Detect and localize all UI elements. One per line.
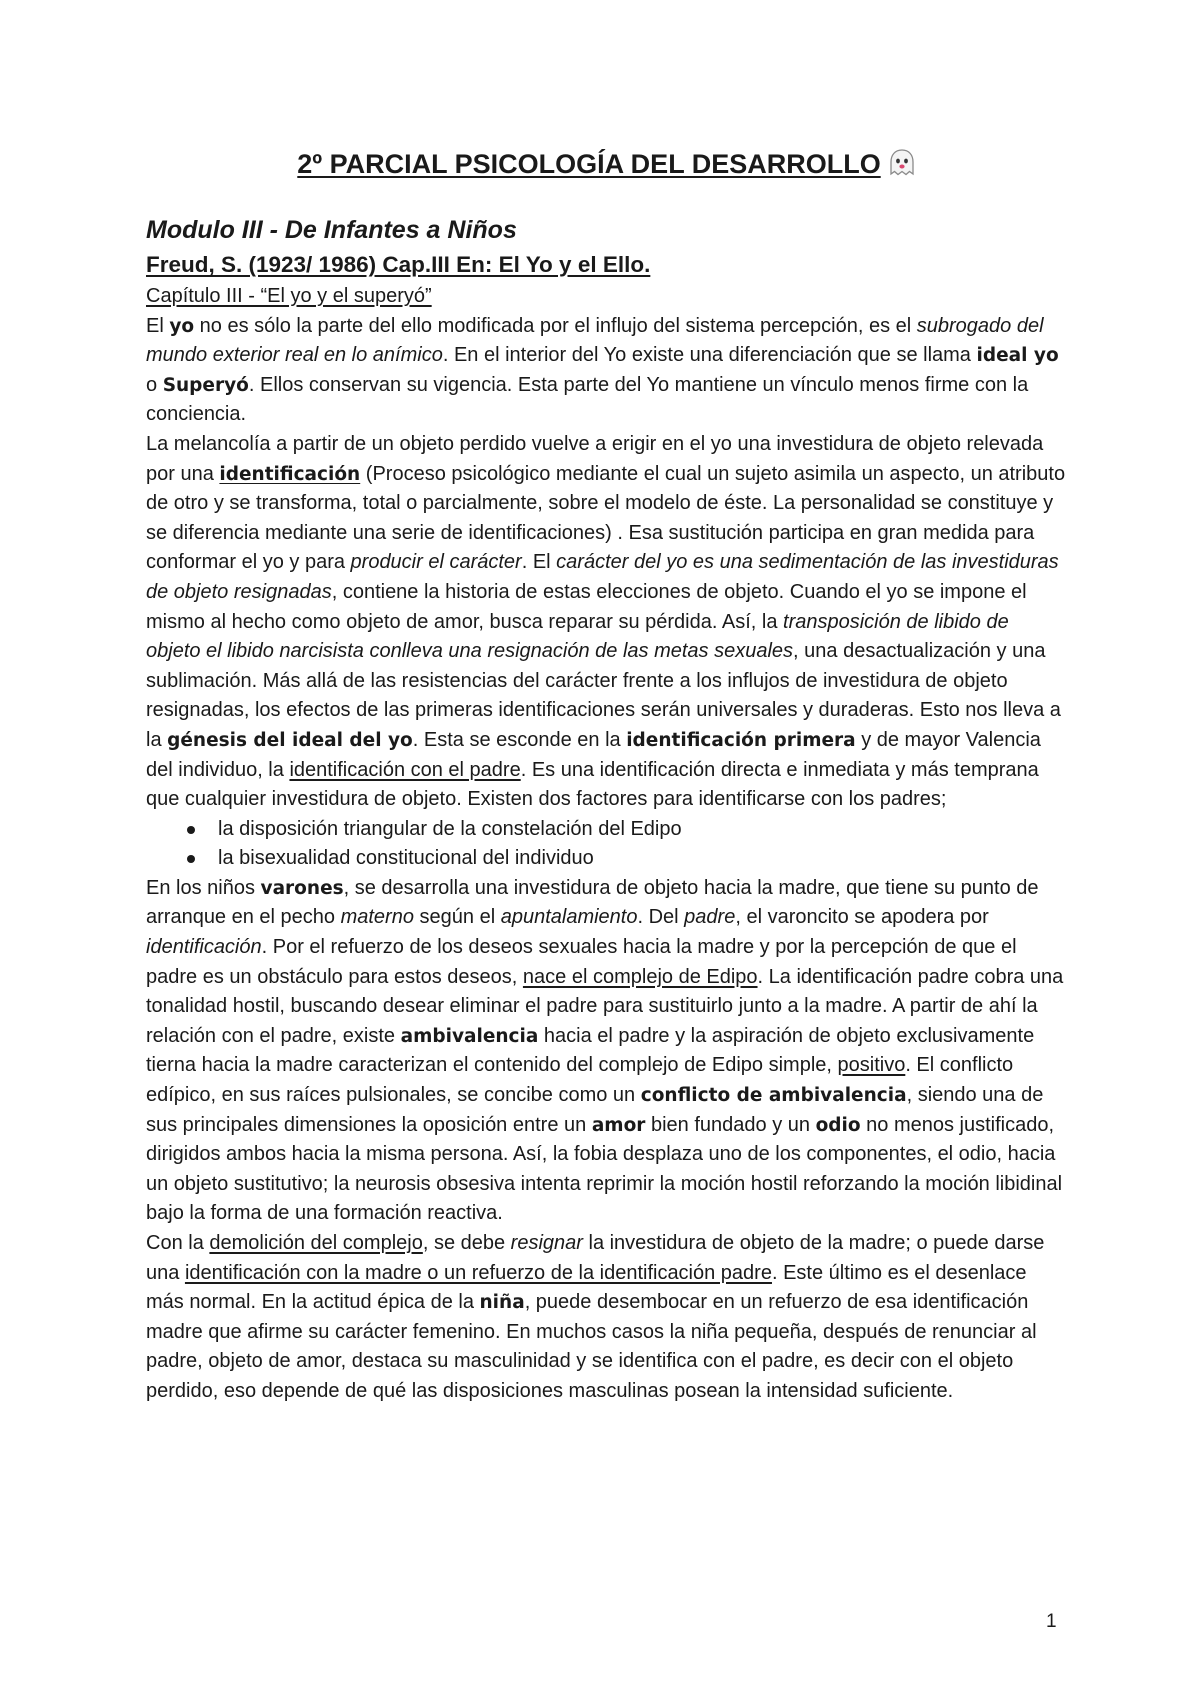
text: Con la xyxy=(146,1232,210,1254)
text: . Ellos conservan su vigencia. Esta parte del Yo mantiene un vínculo menos firme con la conciencia. xyxy=(146,373,1029,426)
document-title xyxy=(146,146,1066,182)
underlined-term: positivo xyxy=(837,1054,906,1077)
bold-term: ideal yo xyxy=(976,345,1059,367)
bold-term: ambivalencia xyxy=(400,1025,539,1047)
text: , contiene la historia de estas elecciones de objeto. Cuando el yo se impone el mismo al hecho como objeto de amor, busca reparar su pérdida. Así, la xyxy=(146,580,1027,633)
bold-term: amor xyxy=(591,1114,646,1136)
chapter-heading: Capítulo III - “El yo y el superyó” xyxy=(146,285,432,307)
italic-term: padre xyxy=(684,906,736,929)
bold-term: Superyó xyxy=(162,374,249,396)
italic-term: apuntalamiento xyxy=(500,906,638,929)
text: , siendo una de sus principales dimensiones la oposición entre un xyxy=(146,1084,1044,1136)
italic-term: identificación xyxy=(146,936,262,959)
text: . El xyxy=(521,551,557,574)
reference-heading: Freud, S. (1923/ 1986) Cap.III En: El Yo y el Ello. xyxy=(146,252,651,277)
italic-term: resignar xyxy=(510,1232,583,1254)
italic-term: transposición de libido de objeto el libido narcisista conlleva una resignación de las metas sexuales xyxy=(146,610,1009,663)
bold-term: odio xyxy=(815,1114,861,1136)
paragraph-2 xyxy=(146,430,1066,815)
bold-term: génesis del ideal del yo xyxy=(167,729,413,751)
bullet-icon xyxy=(187,826,195,834)
paragraph-1 xyxy=(146,312,1066,430)
list-item-text: la bisexualidad constitucional del individuo xyxy=(218,847,594,870)
text: la investidura de objeto de la madre; o puede darse una xyxy=(146,1232,1045,1284)
bold-term: identificación primera xyxy=(626,729,856,751)
bullet-icon xyxy=(187,855,195,863)
text: . En el interior del Yo existe una diferenciación que se llama xyxy=(442,344,977,367)
bold-term: niña xyxy=(479,1292,525,1314)
text: . La identificación padre cobra una tonalidad hostil, buscando desear eliminar el padre para sustituirlo junto a la madre. A partir de ahí la relación con el padre, existe xyxy=(146,965,1064,1047)
text: El xyxy=(146,314,170,337)
text: . El conflicto edípico, en sus raíces pulsionales, se concibe como un xyxy=(146,1054,1014,1107)
text: . Este último es el desenlace más normal. En la actitud épica de la xyxy=(146,1261,1027,1314)
underlined-term: nace el complejo de Edipo xyxy=(522,965,758,988)
page-number: 1 xyxy=(1046,1611,1057,1632)
underlined-term: identificación con el padre xyxy=(289,758,521,781)
text: . Del xyxy=(637,906,685,929)
ghost-icon xyxy=(889,149,915,177)
document-body xyxy=(146,282,1066,1407)
italic-term: carácter del yo es una sedimentación de las investiduras de objeto resignadas xyxy=(146,551,1059,603)
text: no es sólo la parte del ello modificada por el influjo del sistema percepción, es el xyxy=(194,314,917,337)
underlined-term: demolición del complejo xyxy=(209,1232,423,1254)
bold-term: varones xyxy=(260,877,344,899)
list-item xyxy=(146,844,1066,874)
text: , se desarrolla una investidura de objeto hacia la madre, que tiene su punto de arranque en el pecho xyxy=(146,876,1039,929)
text: o xyxy=(146,373,163,396)
text: . Por el refuerzo de los deseos sexuales hacia la madre y por la percepción de que el padre es un obstáculo para estos deseos, xyxy=(146,936,1017,988)
text: La melancolía a partir de un objeto perdido vuelve a erigir en el yo una investidura de objeto relevada por una xyxy=(146,432,1044,485)
text: según el xyxy=(413,906,501,929)
factors-list xyxy=(146,815,1066,874)
bold-underlined-term: identificación xyxy=(219,463,361,485)
paragraph-3 xyxy=(146,874,1066,1229)
text: , el varoncito se apodera por xyxy=(735,906,989,929)
text: , puede desembocar en un refuerzo de esa identificación madre que afirme su carácter femenino. En muchos casos la niña pequeña, después de renunciar al padre, objeto de amor, destaca su masculinidad y se identifica con el padre, es decir con el objeto perdido, eso depende de qué las disposiciones masculinas posean la intensidad suficiente. xyxy=(146,1291,1037,1402)
text: y de mayor Valencia del individuo, la xyxy=(146,728,1041,781)
text: . Esta se esconde en la xyxy=(412,728,627,751)
bold-term: yo xyxy=(169,315,195,337)
list-item xyxy=(146,815,1066,845)
text: . Es una identificación directa e inmediata y más temprana que cualquier investidura de objeto. Existen dos factores para identificarse con los padres; xyxy=(146,758,1039,811)
text: hacia el padre y la aspiración de objeto exclusivamente tierna hacia la madre caracterizan el contenido del complejo de Edipo simple, xyxy=(146,1024,1035,1077)
text: bien fundado y un xyxy=(645,1113,816,1136)
underlined-term: identificación con la madre o un refuerzo de la identificación padre xyxy=(184,1261,772,1284)
paragraph-4 xyxy=(146,1229,1066,1407)
text: , una desactualización y una sublimación. Más allá de las resistencias del carácter frente a los influjos de investidura de objeto resignadas, los efectos de las primeras identificaciones serán universales y duraderas. Esto nos lleva a la xyxy=(146,640,1061,751)
text: En los niños xyxy=(146,876,261,899)
title-text: 2º PARCIAL PSICOLOGÍA DEL DESARROLLO xyxy=(297,149,881,179)
list-item-text: la disposición triangular de la constelación del Edipo xyxy=(218,817,682,840)
module-heading: Modulo III - De Infantes a Niños xyxy=(146,216,517,244)
italic-term: subrogado del mundo exterior real en lo anímico xyxy=(146,314,1044,367)
text: , se debe xyxy=(422,1232,511,1254)
text: (Proceso psicológico mediante el cual un sujeto asimila un aspecto, un atributo de otro y se transforma, total o parcialmente, sobre el modelo de éste. La personalidad se constituye y se diferencia mediante una serie de identificaciones) . Esa sustitución participa en gran medida para conformar el yo y para xyxy=(146,462,1066,574)
italic-term: materno xyxy=(340,906,414,929)
italic-term: producir el carácter xyxy=(350,551,522,574)
text: no menos justificado, dirigidos ambos hacia la misma persona. Así, la fobia desplaza uno de los componentes, el odio, hacia un objeto sustitutivo; la neurosis obsesiva intenta reprimir la moción hostil reforzando la moción libidinal bajo la forma de una formación reactiva. xyxy=(146,1113,1063,1225)
bold-term: conflicto de ambivalencia xyxy=(640,1085,907,1107)
